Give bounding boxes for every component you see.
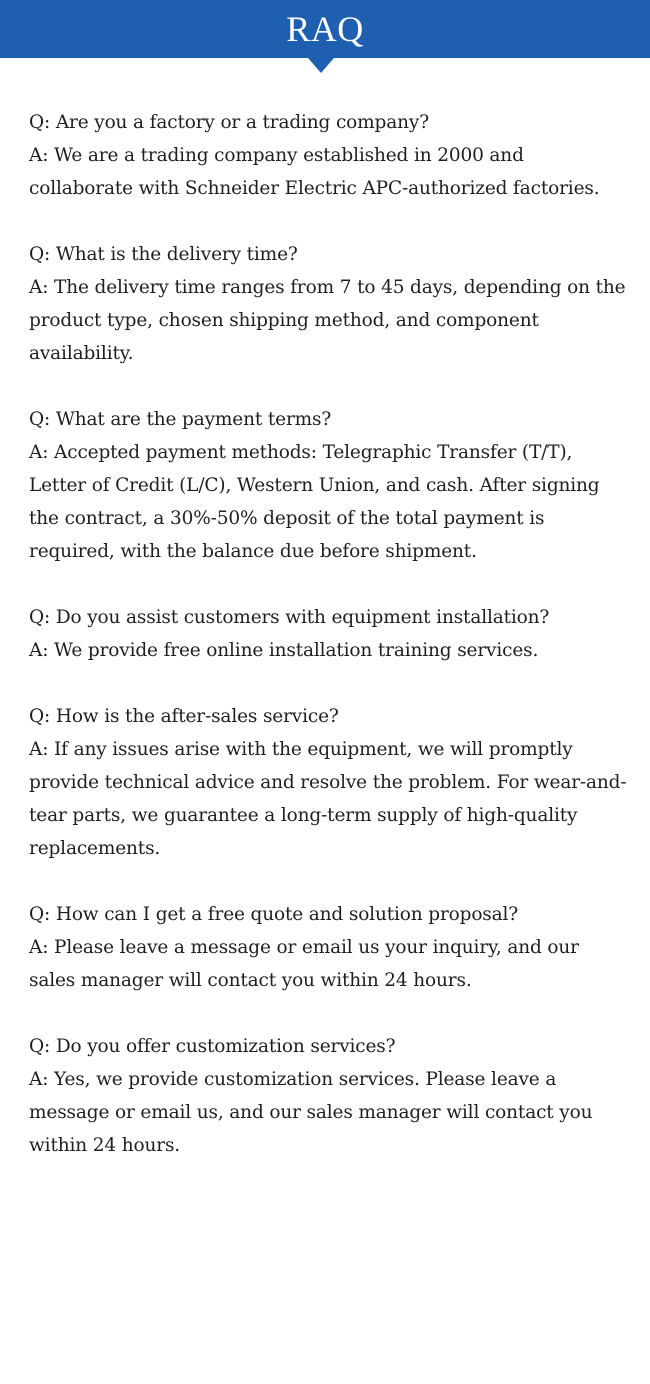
faq-list [29,106,629,1195]
faq-item [29,403,629,568]
faq-answer: A: The delivery time ranges from 7 to 45 days, depending on the product type, chosen shipping method, and component availability. [29,277,626,364]
faq-item [29,106,629,205]
faq-question: Q: Are you a factory or a trading company? [29,112,429,133]
faq-item [29,898,629,997]
faq-answer: A: We are a trading company established in 2000 and collaborate with Schneider Electric APC-authorized factories. [29,145,600,199]
faq-question: Q: How can I get a free quote and solution proposal? [29,904,519,925]
faq-answer: A: If any issues arise with the equipment, we will promptly provide technical advice and resolve the problem. For wear-and-tear parts, we guarantee a long-term supply of high-quality replacements. [29,739,627,859]
faq-item [29,700,629,865]
faq-question: Q: How is the after-sales service? [29,706,339,727]
faq-question: Q: What is the delivery time? [29,244,298,265]
faq-answer: A: Yes, we provide customization services. Please leave a message or email us, and our sales manager will contact you within 24 hours. [29,1069,593,1156]
faq-question: Q: What are the payment terms? [29,409,332,430]
banner-pointer [308,58,334,73]
faq-question: Q: Do you offer customization services? [29,1036,396,1057]
faq-item [29,1030,629,1162]
faq-item [29,601,629,667]
faq-item [29,238,629,370]
page-title: RAQ [286,9,364,49]
faq-answer: A: Please leave a message or email us your inquiry, and our sales manager will contact you within 24 hours. [29,937,579,991]
faq-answer: A: Accepted payment methods: Telegraphic Transfer (T/T), Letter of Credit (L/C), Western Union, and cash. After signing the contract, a 30%-50% deposit of the total payment is required, with the balance due before shipment. [29,442,600,562]
faq-answer: A: We provide free online installation training services. [29,640,539,661]
faq-question: Q: Do you assist customers with equipment installation? [29,607,550,628]
